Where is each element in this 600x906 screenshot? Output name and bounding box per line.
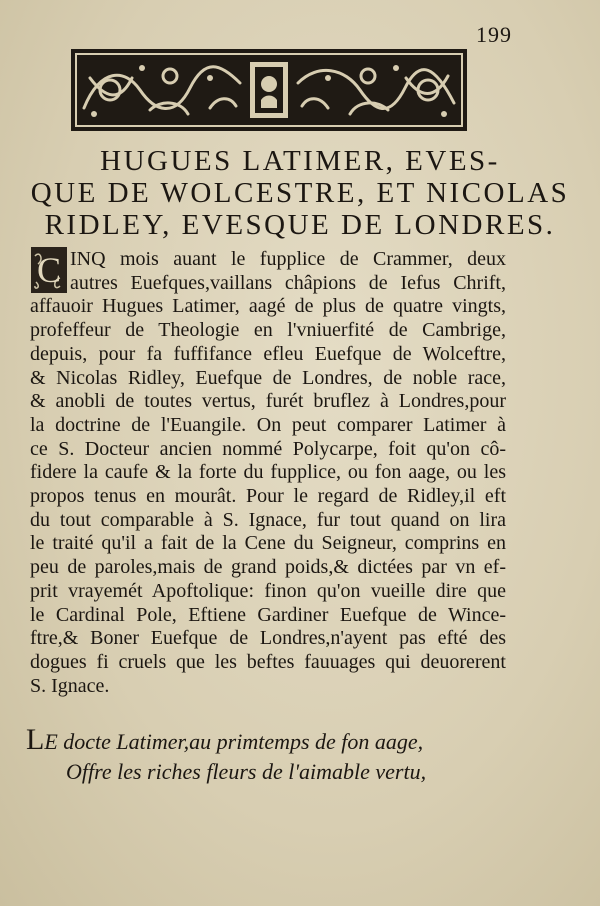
heading-line-2: QUE DE WOLCESTRE, ET NICOLAS <box>30 177 570 209</box>
body-line: INQ mois auant le fupplice de Crammer, deux <box>70 248 506 270</box>
body-line: peu de paroles,mais de grand poids,& dictées par vn ef- <box>30 556 506 579</box>
verse-initial: L <box>26 723 45 756</box>
body-line: autres Euefques,vaillans châpions de Iefus Chrift, <box>70 271 506 294</box>
body-paragraph <box>30 248 506 698</box>
page-number: 199 <box>476 22 512 47</box>
body-line: propos tenus en mourât. Pour le regard de Ridley,il eft <box>30 485 506 508</box>
body-line: la doctrine de l'Euangile. On peut comparer Latimer à <box>30 413 506 436</box>
body-line: du tout comparable à S. Ignace, fur tout quand on lira <box>30 508 506 531</box>
verse-line-1-text: E docte Latimer,au primtemps de fon aage, <box>44 729 424 754</box>
body-line: le traité qu'il a fait de la Cene du Seigneur, comprins en <box>30 532 506 555</box>
body-line: dogues fi cruels que les beftes fauuages qui deuorerent <box>30 650 506 673</box>
body-line: depuis, pour fa fuffifance efleu Euefque de Wolceftre, <box>30 342 506 365</box>
body-line: & Nicolas Ridley, Euefque de Londres, de noble race, <box>30 366 506 389</box>
body-line: ftre,& Boner Euefque de Londres,n'ayent pas efté des <box>30 627 506 650</box>
chapter-heading <box>20 145 580 241</box>
heading-line-3: RIDLEY, EVESQUE DE LONDRES. <box>44 209 556 241</box>
body-line: S. Ignace. <box>30 674 110 697</box>
body-line: fidere la caufe & la forte du fupplice, ou fon aage, ou les <box>30 461 506 484</box>
svg-text:C: C <box>36 250 62 290</box>
decorative-headpiece-ornament <box>70 48 468 132</box>
heading-line-1: HUGUES LATIMER, EVES- <box>100 145 500 177</box>
body-line: prit vrayemét Apoftolique: finon qu'on vueille dire que <box>30 579 506 602</box>
body-line: & anobli de toutes vertus, furét bruflez à Londres,pour <box>30 390 506 413</box>
body-line: profeffeur de Theologie en l'vniuerfité de Cambrige, <box>30 319 506 342</box>
body-line: ce S. Docteur ancien nommé Polycarpe, foit qu'on cô- <box>30 437 506 460</box>
body-line: affauoir Hugues Latimer, aagé de plus de quatre vingts, <box>30 295 506 318</box>
body-line: le Cardinal Pole, Eftiene Gardiner Euefque de Wince- <box>30 603 506 626</box>
verse-epigram <box>26 725 426 787</box>
verse-line-1 <box>26 725 426 757</box>
verse-line-2: Offre les riches fleurs de l'aimable vertu, <box>66 759 427 784</box>
